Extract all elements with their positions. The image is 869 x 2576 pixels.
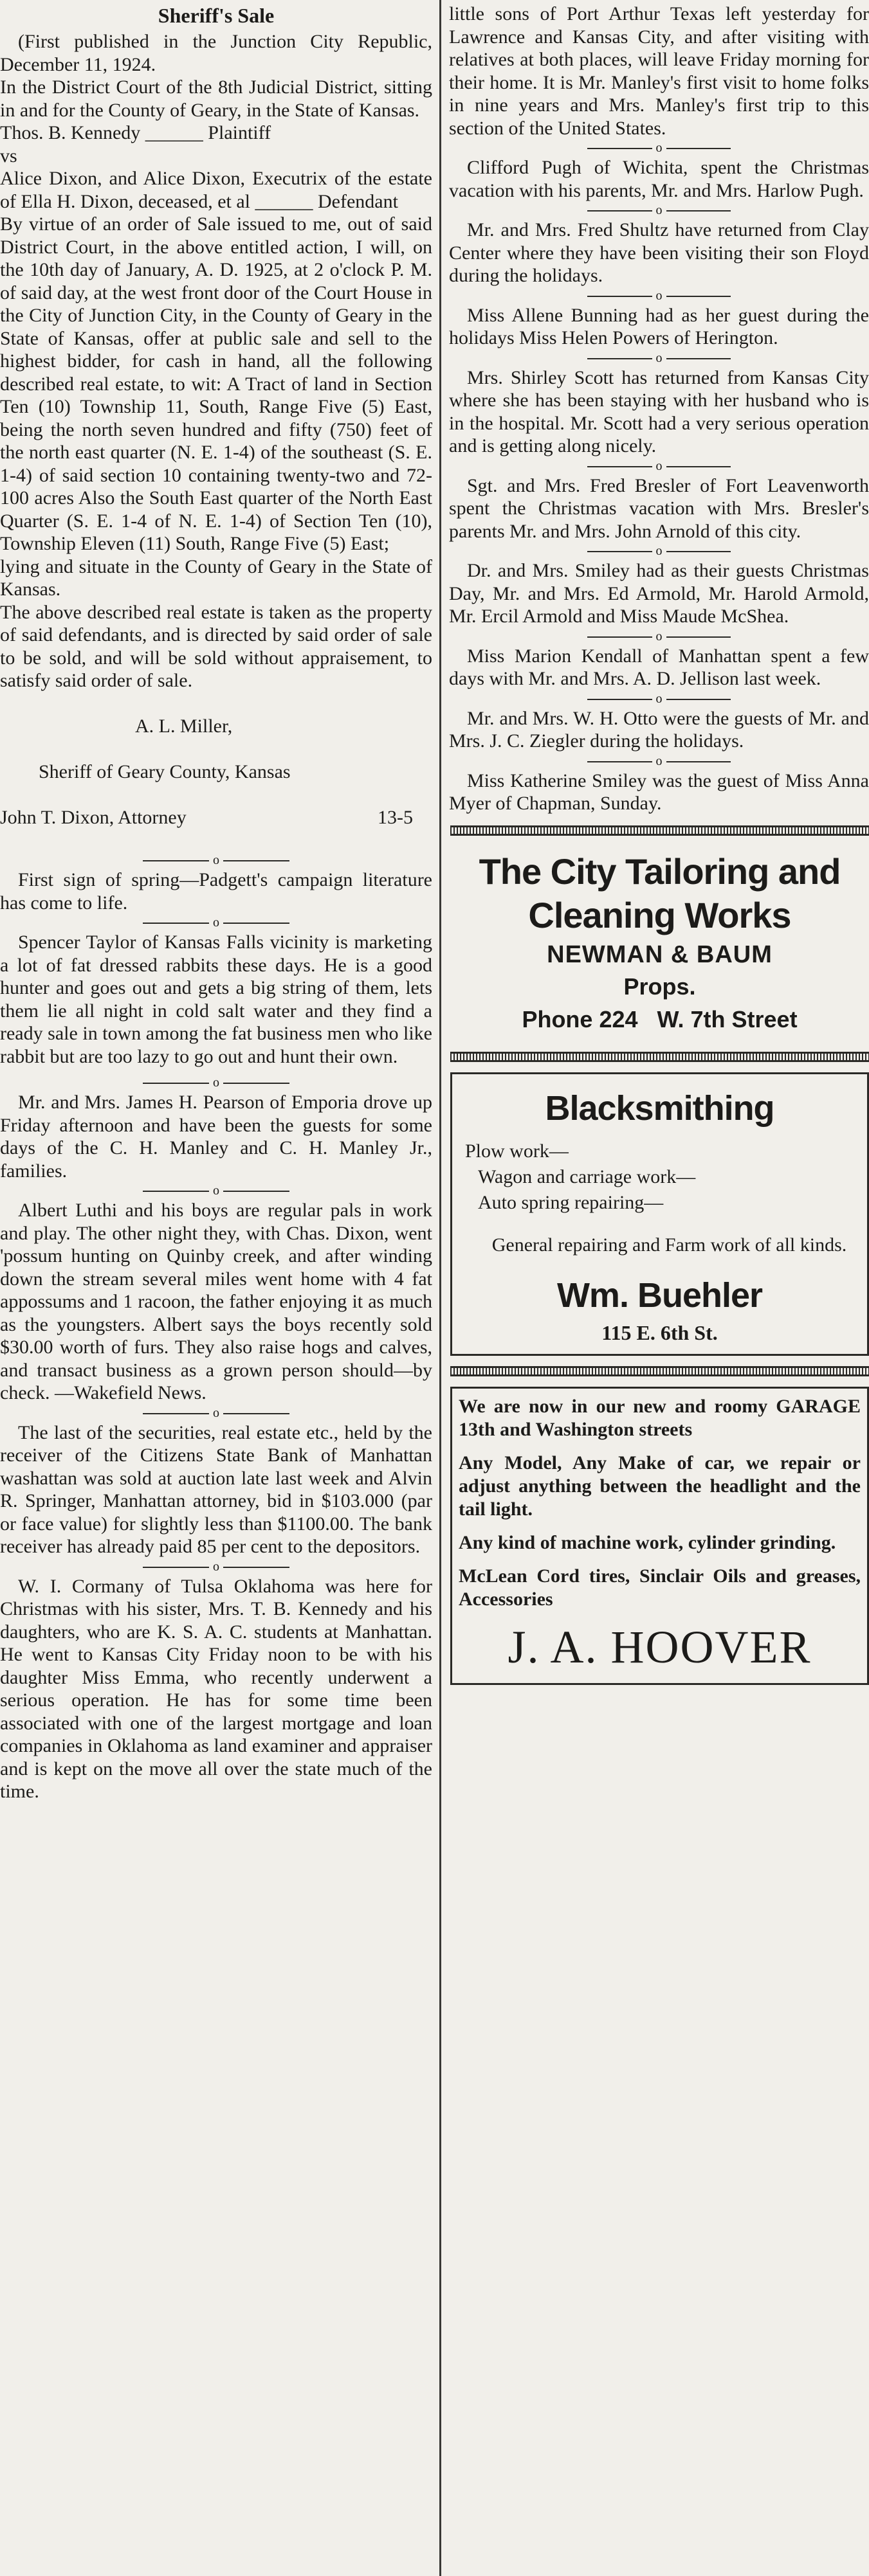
garage-owner: J. A. HOOVER bbox=[508, 1621, 812, 1673]
tailoring-ad-props: Props. bbox=[623, 973, 696, 1000]
service-item: Wagon and carriage work— bbox=[478, 1166, 696, 1187]
garage-ad bbox=[450, 1387, 869, 1685]
news-item: Mr. and Mrs. James H. Pearson of Emporia drove up Friday afternoon and have been the guests for some days of the C. H. Manley and C. H. Manley Jr., families. bbox=[0, 1092, 432, 1182]
separator: o bbox=[0, 1182, 432, 1199]
blacksmithing-owner: Wm. Buehler bbox=[556, 1276, 763, 1315]
separator: o bbox=[449, 202, 869, 219]
tailoring-ad-title-2: Cleaning Works bbox=[528, 894, 791, 935]
news-item: First sign of spring—Padgett's campaign literature has come to life. bbox=[0, 869, 432, 914]
service-item: Plow work— bbox=[465, 1140, 569, 1162]
news-item: Mr. and Mrs. Fred Shultz have returned from Clay Center where they have been visiting their son Floyd during the holidays. bbox=[449, 219, 869, 286]
separator: o bbox=[449, 458, 869, 474]
service-item: Auto spring repairing— bbox=[478, 1191, 664, 1213]
news-item: Mr. and Mrs. W. H. Otto were the guests of Mr. and Mrs. J. C. Ziegler during the holidays. bbox=[449, 707, 869, 752]
separator: o bbox=[449, 350, 869, 366]
news-item: Clifford Pugh of Wichita, spent the Christmas vacation with his parents, Mr. and Mrs. Harlow Pugh. bbox=[449, 157, 869, 201]
blacksmithing-ad bbox=[450, 1072, 869, 1356]
tailoring-ad-owners: NEWMAN & BAUM bbox=[547, 941, 773, 968]
news-item: W. I. Cormany of Tulsa Oklahoma was here for Christmas with his sister, Mrs. T. B. Kennedy and his daughters, who are K. S. A. C. students at Manhattan. He went to Kansas City Friday noon to be with his daughter Miss Emma, who recently underwent a serious operation. He has for some time been associated with one of the largest mortgage and loan companies in Oklahoma as land examiner and appraiser and is kept on the move all over the state much of the time. bbox=[0, 1575, 432, 1802]
news-item: Miss Marion Kendall of Manhattan spent a few days with Mr. and Mrs. A. D. Jellison last week. bbox=[449, 645, 869, 689]
garage-repair: Any Model, Any Make of car, we repair or adjust anything between the headlight and the tail light. bbox=[459, 1452, 861, 1520]
separator: o bbox=[449, 543, 869, 559]
separator: o bbox=[449, 753, 869, 770]
separator: o bbox=[0, 1405, 432, 1421]
ad-divider-band bbox=[450, 1366, 869, 1376]
blacksmithing-general: General repairing and Farm work of all kinds. bbox=[491, 1234, 847, 1256]
right-column bbox=[444, 0, 869, 2576]
separator: o bbox=[0, 852, 432, 869]
garage-accessories: McLean Cord tires, Sinclair Oils and greases, Accessories bbox=[459, 1565, 861, 1610]
separator: o bbox=[0, 1558, 432, 1575]
news-item: Spencer Taylor of Kansas Falls vicinity is marketing a lot of fat dressed rabbits these days. He is a good hunter and goes out and gets a big string of them, lets them lie all night in cold salt water and they find a ready sale in town among the fat business men who like rabbit but are too lazy to go out and hunt their own. bbox=[0, 932, 432, 1067]
tailoring-ad-phone: Phone 224 W. 7th Street bbox=[522, 1005, 798, 1032]
separator: o bbox=[449, 628, 869, 645]
garage-machine-work: Any kind of machine work, cylinder grinding. bbox=[459, 1532, 836, 1553]
blacksmithing-address: 115 E. 6th St. bbox=[601, 1321, 718, 1344]
sheriff-signature bbox=[0, 692, 432, 852]
news-item: Miss Allene Bunning had as her guest during the holidays Miss Helen Powers of Herington. bbox=[449, 304, 869, 348]
tailoring-ad-title-1: The City Tailoring and bbox=[479, 851, 841, 892]
ad-divider-band bbox=[450, 1052, 869, 1062]
attorney-line: John T. Dixon, Attorney bbox=[0, 807, 187, 828]
notice-code: 13-5 bbox=[378, 807, 413, 828]
news-item: Dr. and Mrs. Smiley had as their guests Christmas Day, Mr. and Mrs. Ed Armold, Mr. Harold Armold, Mr. Ercil Armold and Miss Maude McShea. bbox=[449, 560, 869, 627]
blacksmithing-services bbox=[459, 1139, 861, 1216]
sheriff-sale-notice: (First published in the Junction City Republic, December 11, 1924. In the District Court of the 8th Judicial District, sitting in and for the County of Geary, in the State of Kansas. Thos. B. Kennedy ______ Plaintiff vs Alice Dixon, and Alice Dixon, Executrix of the estate of Ella H. Dixon, deceased, et al ______ Defendant By virtue of an order of Sale issued to me, out of said District Court, in the above entitled action, I will, on the 10th day of January, A. D. 1925, at 2 o'clock P. M. of said day, at the west front door of the Court House in the City of Junction City, in the County of Geary in the State of Kansas, offer at public sale and sell to the highest bidder, for cash in hand, all the following described real estate, to wit: A Tract of land in Section Ten (10) Township 11, South, Range Five (5) East, being the north seven hundred and fifty (750) feet of the north east quarter (N. E. 1-4) of the southeast (S. E. 1-4) of said section 10 containing twenty-two and 72-100 acres Also the South East quarter of the North East Quarter (S. E. 1-4 of N. E. 1-4) of Section Ten (10), Township Eleven (11) South, Range Five (5) East; lying and situate in the County of Geary in the State of Kansas. The above described real estate is taken as the property of said defendants, and is directed by said order of sale to be sold, and will be sold without appraisement, to satisfy said order of sale. bbox=[0, 31, 432, 691]
news-item: The last of the securities, real estate etc., held by the receiver of the Citizens State Bank of Manhattan washattan was sold at auction late last week and Alvin R. Springer, Manhattan attorney, bid in $103.000 (par or face value) for slightly less than $1100.00. The bank receiver has already paid 85 per cent to the depositors. bbox=[0, 1421, 432, 1557]
news-item: little sons of Port Arthur Texas left yesterday for Lawrence and Kansas City, and after visiting with relatives at both places, will leave Friday morning for their home. It is Mr. Manley's first visit to home folks in nine years and Mrs. Manley's first trip to this section of the United States. bbox=[449, 3, 869, 139]
separator: o bbox=[0, 1074, 432, 1091]
blacksmithing-ad-title: Blacksmithing bbox=[545, 1088, 774, 1128]
separator: o bbox=[0, 914, 432, 931]
garage-intro: We are now in our new and roomy GARAGE 13th and Washington streets bbox=[459, 1396, 861, 1440]
news-item: Albert Luthi and his boys are regular pals in work and play. The other night they, with Chas. Dixon, went 'possum hunting on Quinby creek, and after winding down the stream several miles went home with 4 fat appossums and 1 racoon, the father enjoying it as much as the youngsters. Albert says the boys recently sold $30.00 worth of furs. They also raise hogs and calves, and transact business as a grown person should—by check. —Wakefield News. bbox=[0, 1200, 432, 1403]
sheriff-title: Sheriff of Geary County, Kansas bbox=[39, 761, 291, 782]
column-rule bbox=[439, 0, 441, 2576]
tailoring-ad bbox=[450, 846, 869, 1044]
separator: o bbox=[449, 140, 869, 156]
news-item: Mrs. Shirley Scott has returned from Kansas City where she has been staying with her husband who is in the hospital. Mr. Scott had a very serious operation and is getting along nicely. bbox=[449, 366, 869, 456]
sheriff-sale-heading: Sheriff's Sale bbox=[158, 4, 275, 27]
ad-divider-band bbox=[450, 825, 869, 836]
news-item: Miss Katherine Smiley was the guest of Miss Anna Myer of Chapman, Sunday. bbox=[449, 770, 869, 814]
separator: o bbox=[449, 287, 869, 304]
news-item: Sgt. and Mrs. Fred Bresler of Fort Leavenworth spent the Christmas vacation with Mrs. Bresler's parents Mr. and Mrs. John Arnold of this city. bbox=[449, 474, 869, 542]
separator: o bbox=[449, 690, 869, 707]
sheriff-name: A. L. Miller, bbox=[135, 716, 233, 737]
